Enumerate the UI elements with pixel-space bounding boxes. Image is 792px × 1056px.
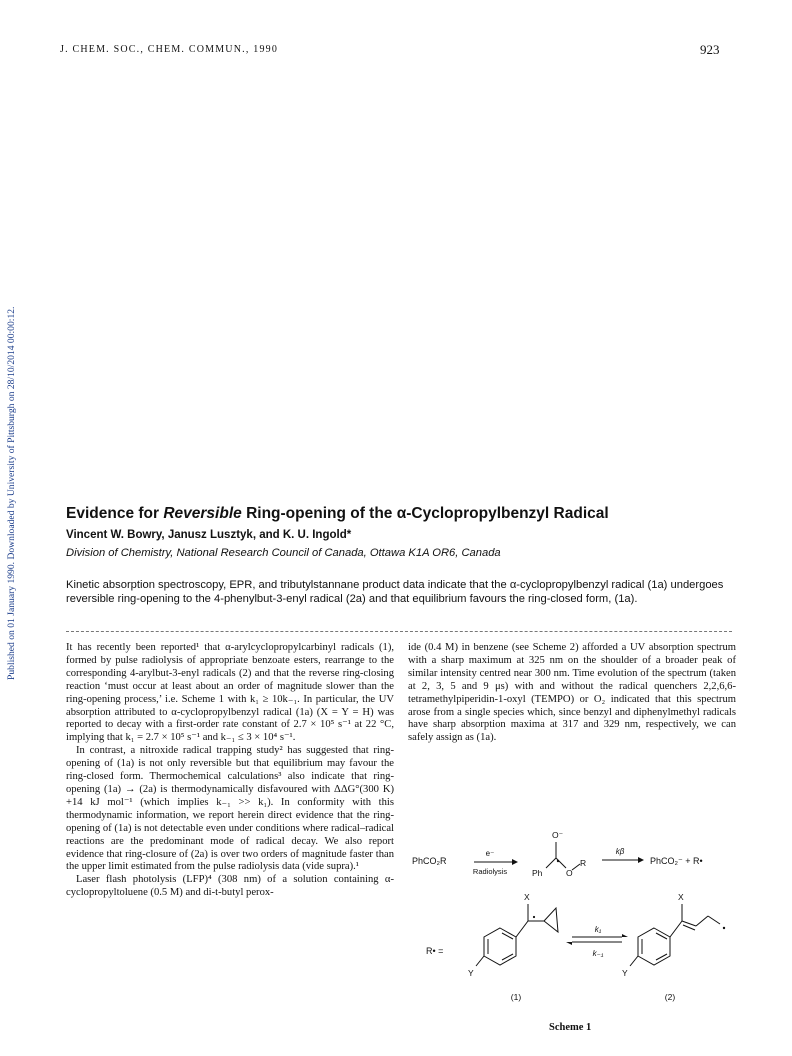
compound-1-label: (1) (510, 992, 522, 1002)
abstract: Kinetic absorption spectroscopy, EPR, and tributylstannane product data indicate that the α-cyclopropylbenzyl radical (1a) undergoes reversible ring-opening to the 4-phenylbut-3-enyl radical (2a) and that equilibrium favours the ring-closed form, (1a). (66, 579, 724, 605)
reactant-label: PhCO₂R (412, 856, 447, 866)
x-substituent-2: X (678, 892, 684, 902)
paragraph: ide (0.4 M) in benzene (see Scheme 2) afforded a UV absorption spectrum with a sharp maximum at 325 nm on the shoulder of a broader peak of similar intensity centred near 300 nm. Time evolution of the spectrum (taken at 2, 3, 5 and 9 μs) with and without the radical quenchers 2,2,6,6-tetramethylpiperidin-1-oxyl (TEMPO) or O₂ indicated that this spectrum arose from a single species which, since benzyl and diphenylmethyl radicals have sharp absorption maxima at 317 and 329 nm, respectively, we can safely assign as (1a). (408, 642, 736, 744)
beta-rate-label: kβ (615, 847, 625, 856)
title-part-2: Ring-opening of the α-Cyclopropylbenzyl Radical (241, 505, 609, 522)
r-group-label: R (580, 858, 587, 868)
k1-label: k₁ (594, 925, 602, 934)
phenyl-label: Ph (532, 868, 543, 878)
r-equals-label: R• = (426, 946, 444, 956)
cyclopropylbenzyl-structure (476, 904, 558, 966)
paragraph: In contrast, a nitroxide radical trapping study² has suggested that ring-opening of (1a) is not only reversible but that equilibrium may favour the ring-closed form. Thermochemical calculations³ also indicate that ring-opening (1a) → (2a) is thermodynamically disfavoured with ΔΔG°(300 K) +14 kJ mol⁻¹ (which implies k₋₁ >> k₁). In conformity with this thermodynamic information, we report herein direct evidence that the ring-opening of (1a) is not detectable even under conditions where radical–radical reactions are the predominant mode of radical decay. We also report evidence that ring-closure of (2a) is over two orders of magnitude faster than the upper limit estimated from the pulse radiolysis data (vide supra).¹ (66, 745, 394, 873)
primary-radical-dot (723, 927, 725, 929)
scission-arrow-head (638, 857, 644, 863)
products-label: PhCO₂⁻ + R• (650, 856, 703, 866)
paragraph: Laser flash photolysis (LFP)⁴ (308 nm) of a solution containing α-cyclopropyltoluene (0.5 M) and di-t-butyl perox- (66, 874, 394, 899)
title-part-1: Evidence for (66, 505, 164, 522)
authors: Vincent W. Bowry, Janusz Lusztyk, and K. U. Ingold* (66, 529, 352, 541)
download-watermark: Published on 01 January 1990. Downloaded by University of Pittsburgh on 28/10/2014 00:00:12. (6, 306, 17, 680)
paragraph: It has recently been reported¹ that α-arylcyclopropylcarbinyl radicals (1), formed by pulse radiolysis of appropriate benzoate esters, rearrange to the corresponding 4-arylbut-3-enyl radicals (2) and that the reverse ring-closing reaction ‘must occur at least about an order of magnitude slower than the ring-opening process,’ i.e. Scheme 1 with k₁ ≥ 10k₋₁. In particular, the UV absorption attributed to α-cyclopropylbenzyl radical (1a) (X = Y = H) was reported to decay with a first-order rate constant of 2.7 × 10⁵ s⁻¹ at 22 °C, implying that k₁ = 2.7 × 10⁵ s⁻¹ and k₋₁ ≤ 3 × 10⁴ s⁻¹. (66, 642, 394, 744)
y-substituent-1: Y (468, 968, 474, 978)
oxide-label: O⁻ (552, 830, 564, 840)
article-title (66, 505, 609, 523)
electron-label: e⁻ (485, 849, 495, 858)
compound-2-label: (2) (664, 992, 676, 1002)
intermediate-bonds (546, 842, 580, 870)
forward-arrow-head (622, 934, 628, 937)
radiolysis-arrow-head (512, 859, 518, 865)
reverse-arrow-head (566, 942, 572, 945)
radiolysis-label: Radiolysis (472, 867, 508, 876)
affiliation: Division of Chemistry, National Research Council of Canada, Ottawa K1A OR6, Canada (66, 547, 501, 559)
scheme-1-diagram (406, 800, 736, 1025)
benzylic-radical-dot (533, 916, 535, 918)
page-number: 923 (700, 42, 720, 57)
k-minus1-label: k₋₁ (592, 949, 604, 958)
running-head: J. CHEM. SOC., CHEM. COMMUN., 1990 (60, 44, 279, 55)
radical-dot (557, 860, 559, 862)
scheme-caption: Scheme 1 (549, 1022, 592, 1033)
phenylbutenyl-structure (630, 904, 720, 966)
ether-oxygen-label: O (566, 868, 573, 878)
x-substituent-1: X (524, 892, 530, 902)
title-emphasis: Reversible (163, 505, 242, 522)
body-column-right (408, 642, 736, 745)
y-substituent-2: Y (622, 968, 628, 978)
abstract-divider (66, 631, 732, 632)
body-column-left (66, 642, 394, 900)
